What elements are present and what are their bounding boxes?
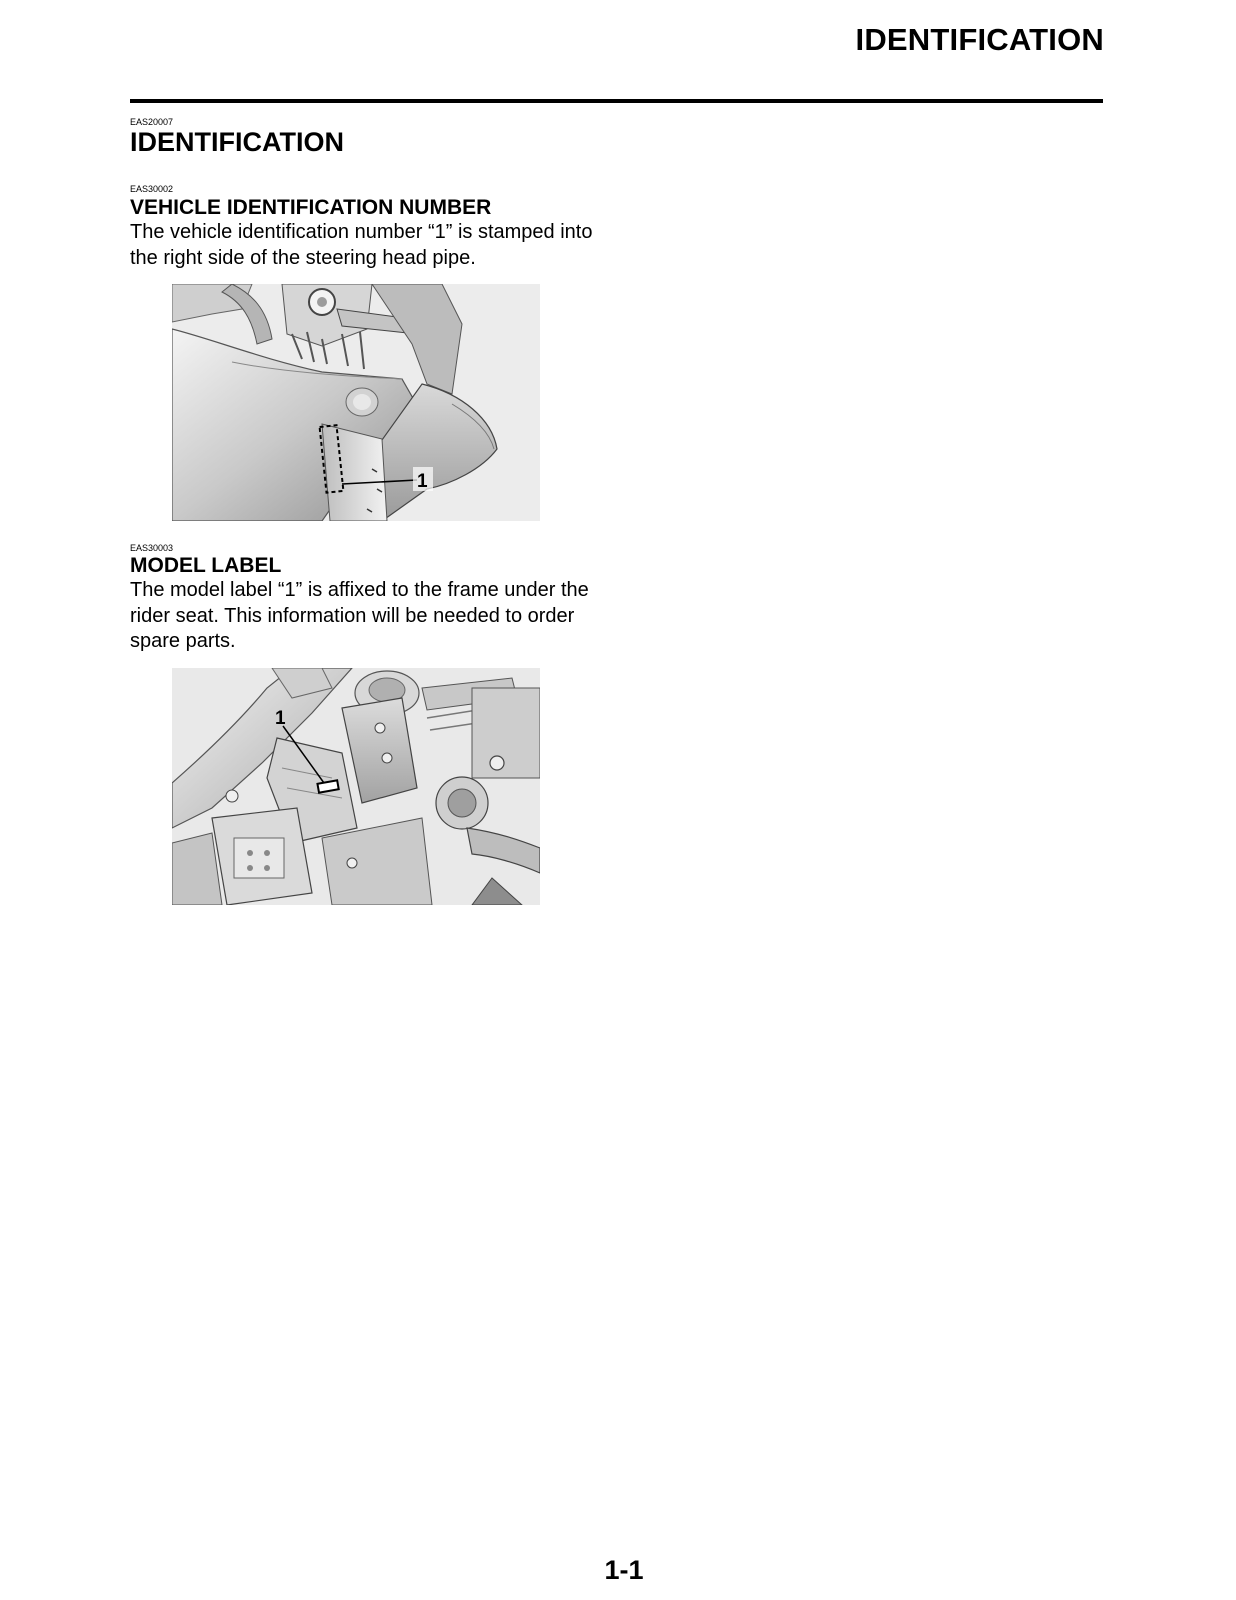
model-label-figure-callout: 1 <box>275 708 286 729</box>
page-title: IDENTIFICATION <box>130 127 344 157</box>
running-header-title: IDENTIFICATION <box>855 22 1104 57</box>
steering-head-illustration <box>172 284 540 521</box>
model-label-section-title: MODEL LABEL <box>130 554 282 577</box>
rider-seat-frame-illustration <box>172 668 540 905</box>
page-number: 1-1 <box>604 1555 644 1585</box>
header-rule <box>130 99 1103 103</box>
vin-section-code: EAS30002 <box>130 184 174 194</box>
section-code: EAS20007 <box>130 117 174 127</box>
vin-section-title: VEHICLE IDENTIFICATION NUMBER <box>130 196 492 219</box>
steering-head-figure <box>172 284 540 521</box>
rider-seat-frame-figure <box>172 668 540 905</box>
model-label-section-code: EAS30003 <box>130 543 174 553</box>
vin-figure-callout: 1 <box>417 471 428 492</box>
model-label-section-body: The model label “1” is affixed to the frame under the rider seat. This information will be needed to order spare parts. <box>130 579 589 652</box>
vin-section-body: The vehicle identification number “1” is stamped into the right side of the steering head pipe. <box>130 221 593 269</box>
